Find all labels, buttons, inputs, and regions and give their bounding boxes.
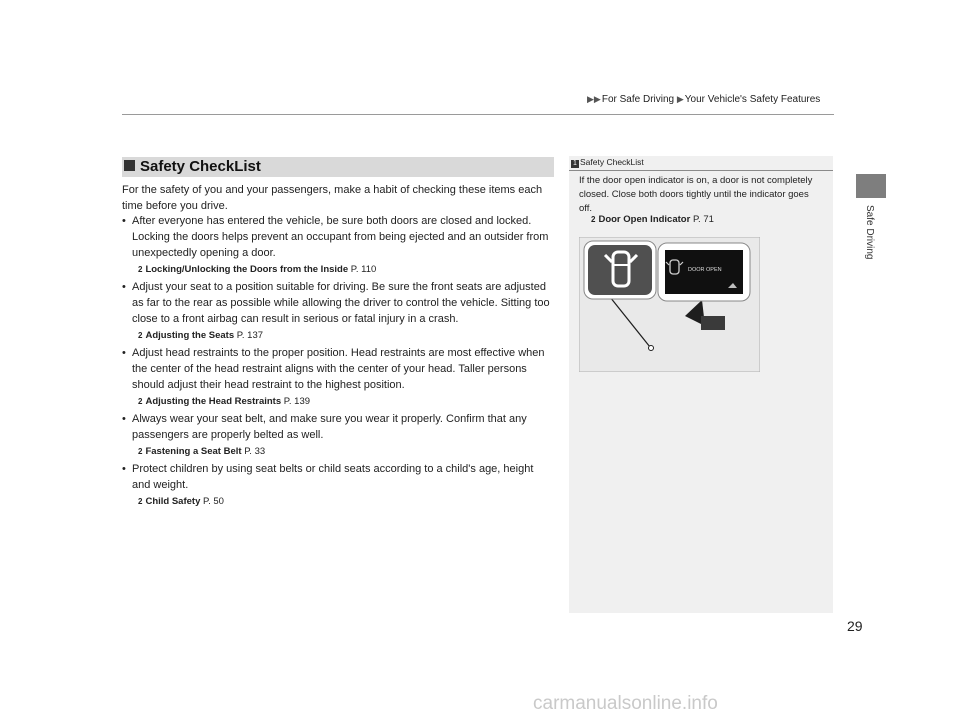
side-note-panel (569, 156, 833, 613)
cross-reference-link[interactable] (138, 328, 554, 343)
section-intro: For the safety of you and your passengers, make a habit of checking these items each time before you drive. (122, 184, 543, 212)
reference-page: P. 33 (244, 446, 266, 457)
breadcrumb-item-2[interactable]: Your Vehicle's Safety Features (684, 94, 821, 105)
reference-title: Door Open Indicator (598, 214, 691, 225)
checklist-item-text: Adjust head restraints to the proper position. Head restraints are most effective when the center of the head restraint aligns with the center of your head. Taller persons should adjust their head restraint to the highest position. (132, 347, 545, 391)
note-text: If the door open indicator is on, a door is not completely closed. Close both doors tightly until the indicator goes off. (579, 175, 813, 214)
reference-page: P. 71 (692, 214, 714, 225)
checklist-item (122, 345, 554, 409)
breadcrumb-item-1[interactable]: For Safe Driving (601, 94, 675, 105)
reference-title: Child Safety (145, 496, 201, 507)
reference-page: P. 137 (236, 330, 264, 341)
reference-title: Adjusting the Head Restraints (145, 396, 282, 407)
cross-reference-link[interactable] (138, 494, 554, 509)
note-marker-icon: 1 (571, 160, 579, 168)
display-label: DOOR OPEN (688, 267, 722, 273)
breadcrumb-arrow-icon: ▶ (676, 94, 684, 104)
note-cross-reference-link[interactable] (591, 214, 714, 225)
breadcrumb (587, 94, 820, 105)
note-heading-text: Safety CheckList (580, 157, 644, 167)
cross-reference-link[interactable] (138, 262, 554, 277)
checklist-item-text: Adjust your seat to a position suitable for driving. Be sure the front seats are adjusted as far to the rear as possible while allowing the driver to control the vehicle. Sitting too close to a front airbag can result in serious or fatal injury in a crash. (132, 281, 550, 325)
checklist-item-text: Always wear your seat belt, and make sure you wear it properly. Confirm that any passengers are properly belted as well. (132, 413, 527, 441)
section-title (124, 158, 261, 175)
reference-arrow-icon: 2 (138, 397, 143, 406)
reference-arrow-icon: 2 (138, 447, 143, 456)
side-tab-label: Safe Driving (864, 205, 875, 260)
reference-page: P. 50 (203, 496, 224, 507)
reference-title: Locking/Unlocking the Doors from the Inside (145, 264, 349, 275)
reference-arrow-icon: 2 (138, 331, 143, 340)
door-open-car-icon (584, 241, 656, 299)
cross-reference-link[interactable] (138, 444, 554, 459)
checklist-item-text: After everyone has entered the vehicle, be sure both doors are closed and locked. Locking the doors helps prevent an occupant from being ejected and an outsider from unexpectedly opening a door. (132, 215, 549, 259)
checklist-item (122, 411, 554, 459)
note-heading (571, 157, 644, 168)
reference-arrow-icon: 2 (138, 497, 143, 506)
note-heading-rule (569, 170, 833, 171)
checklist-item (122, 213, 554, 277)
reference-arrow-icon: 2 (591, 215, 596, 224)
checklist-item (122, 461, 554, 509)
door-open-indicator-illustration (579, 237, 760, 372)
breadcrumb-arrow-icon: ▶▶ (587, 94, 601, 104)
reference-title: Adjusting the Seats (145, 330, 235, 341)
checklist (122, 213, 554, 511)
section-title-text: Safety CheckList (140, 158, 261, 175)
checklist-item (122, 279, 554, 343)
watermark: carmanualsonline.info (533, 693, 718, 714)
page-number: 29 (847, 618, 863, 634)
header-rule (122, 114, 834, 115)
square-marker-icon (124, 160, 135, 171)
reference-arrow-icon: 2 (138, 265, 143, 274)
checklist-item-text: Protect children by using seat belts or child seats according to a child's age, height and weight. (132, 463, 534, 491)
section-heading-bar (122, 157, 554, 177)
cross-reference-link[interactable] (138, 394, 554, 409)
reference-page: P. 110 (350, 264, 377, 275)
instrument-display (658, 243, 750, 301)
reference-title: Fastening a Seat Belt (145, 446, 242, 457)
reference-page: P. 139 (283, 396, 311, 407)
side-tab-marker (856, 174, 886, 198)
